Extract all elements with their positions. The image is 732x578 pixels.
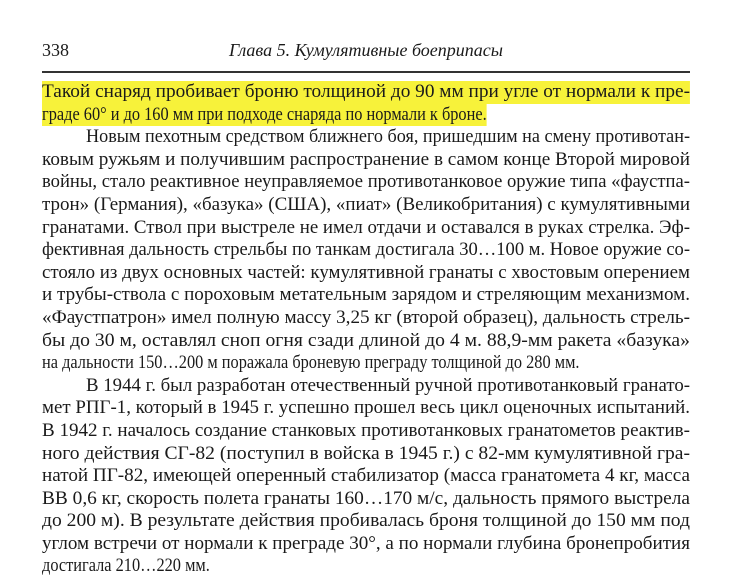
text-line (42, 194, 690, 217)
text-line (42, 465, 690, 488)
text-line (42, 284, 690, 307)
line-text: ковым ружьям и получившим распространение в самом конце Второй мировой (42, 148, 690, 170)
line-text: мет РПГ-1, который в 1945 г. успешно прошел весь цикл оценочных испытаний. (42, 397, 690, 419)
body-text (42, 81, 690, 578)
text-line (42, 397, 690, 420)
line-text: бы до 30 м, оставлял сноп огня сзади длиной до 4 м. 88,9-мм ракета «базука» (42, 329, 690, 351)
text-line (42, 307, 690, 330)
text-line (42, 330, 690, 353)
line-text: на дальности 150…200 м поражала броневую преграду толщиной до 280 мм. (42, 352, 580, 374)
text-line (42, 217, 690, 240)
line-text: достигала 210…220 мм. (42, 555, 210, 577)
line-text: Такой снаряд пробивает броню толщиной до 90 мм при угле от нормали к пре- (42, 81, 690, 102)
line-text: и трубы-ствола с пороховым метательным зарядом и стреляющим механизмом. (42, 284, 691, 306)
highlighted-text-line (42, 81, 690, 104)
text-line (42, 533, 690, 556)
line-text: до 200 м). В результате действия пробивалась броня толщиной до 150 мм под (42, 510, 690, 532)
line-text: В 1942 г. началось создание станковых противотанковых гранатометов реактив- (42, 419, 690, 441)
line-text: Новым пехотным средством ближнего боя, пришедшим на смену противотан- (86, 126, 690, 148)
text-line (42, 239, 690, 262)
text-line (42, 488, 690, 511)
running-header (42, 40, 690, 64)
header-rule (42, 71, 690, 73)
text-line (42, 262, 690, 285)
line-text: «Фаустпатрон» имел полную массу 3,25 кг (второй образец), дальность стрель- (42, 306, 690, 328)
chapter-title: Глава 5. Кумулятивные боеприпасы (229, 40, 503, 60)
line-text: фективная дальность стрельбы по танкам достигала 30…100 м. Новое оружие со- (42, 239, 690, 261)
text-line (42, 375, 690, 398)
line-text: ного действия СГ-82 (поступил в войска в 1945 г.) с 82-мм кумулятивной гра- (42, 442, 690, 464)
text-line (42, 352, 690, 375)
text-line (42, 126, 690, 149)
text-line (42, 149, 690, 172)
line-text: граде 60° и до 160 мм при подходе снаряда по нормали к броне. (42, 103, 487, 125)
text-line (42, 171, 690, 194)
line-text: В 1944 г. был разработан отечественный ручной противотанковый гранато- (86, 374, 690, 396)
line-text: углом встречи от нормали к преграде 30°, а по нормали глубина бронепробития (42, 532, 690, 554)
text-line (42, 420, 690, 443)
line-text: стояло из двух основных частей: кумулятивной гранаты с хвостовым оперением (42, 261, 690, 283)
text-line (42, 510, 690, 533)
highlighted-text-line (42, 104, 690, 127)
line-text: ВВ 0,6 кг, скорость полета гранаты 160…170 м/с, дальность прямого выстрела (42, 487, 690, 509)
text-line (42, 443, 690, 466)
page-number: 338 (42, 40, 69, 60)
line-text: трон» (Германия), «базука» (США), «пиат» (Великобритания) с кумулятивными (42, 193, 690, 215)
line-text: гранатами. Ствол при выстреле не имел отдачи и оставался в руках стрелка. Эф- (42, 216, 690, 238)
line-text: войны, стало реактивное неуправляемое противотанковое оружие типа «фаустпа- (42, 171, 690, 193)
text-line (42, 555, 690, 578)
line-text: натой ПГ-82, имеющей оперенный стабилизатор (масса гранатомета 4 кг, масса (42, 465, 690, 487)
